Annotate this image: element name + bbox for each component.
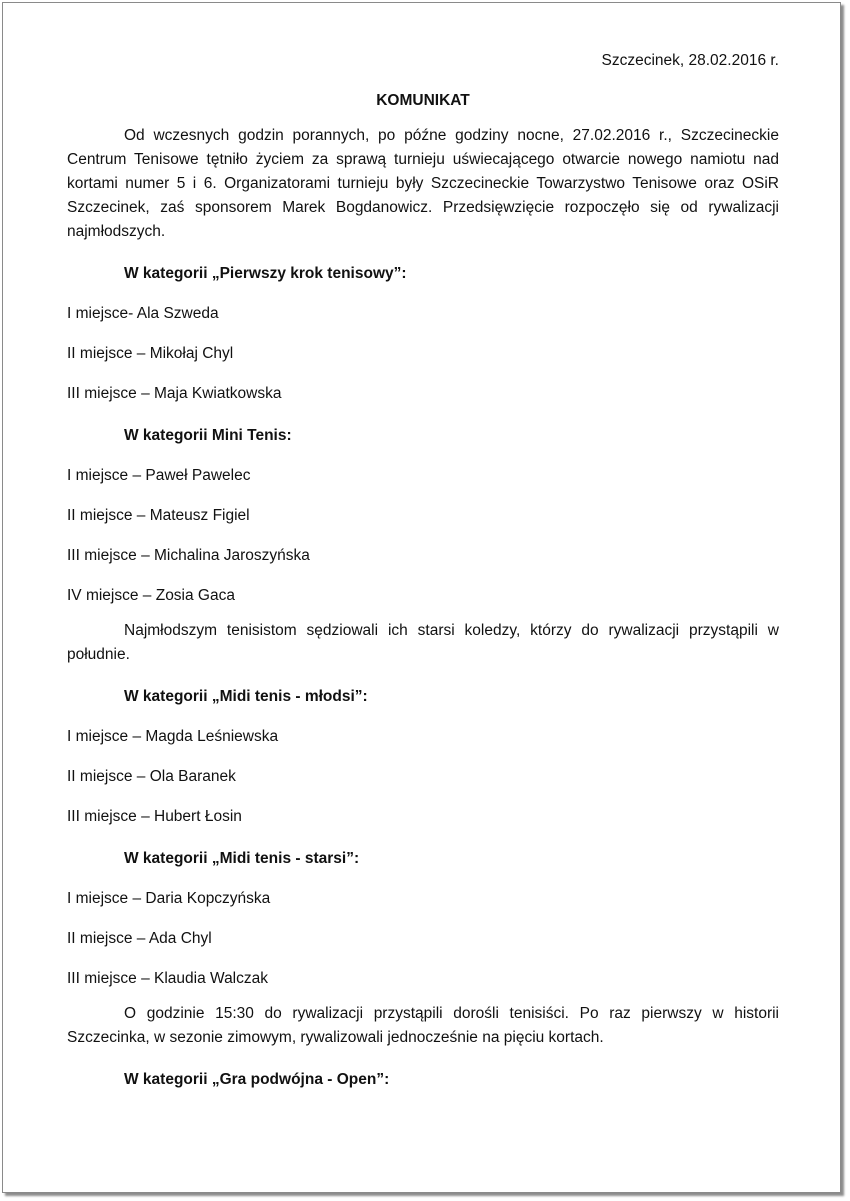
result-line: III miejsce – Hubert Łosin [67, 808, 242, 825]
result-line: III miejsce – Michalina Jaroszyńska [67, 547, 310, 564]
document-content [67, 49, 779, 1092]
result-line: II miejsce – Ada Chyl [67, 930, 212, 947]
adults-paragraph: O godzinie 15:30 do rywalizacji przystąpili dorośli tenisiści. Po raz pierwszy w historii Szczecinka, w sezonie zimowym, rywalizowali jednocześnie na pięciu kortach. [67, 1005, 779, 1046]
result-line: III miejsce – Klaudia Walczak [67, 970, 269, 987]
category-heading-midi-younger: W kategorii „Midi tenis - młodsi”: [124, 688, 368, 705]
category-heading-mini-tenis: W kategorii Mini Tenis: [124, 427, 292, 444]
document-page [2, 2, 841, 1193]
category-heading-doubles-open: W kategorii „Gra podwójna - Open”: [124, 1071, 390, 1088]
document-date: Szczecinek, 28.02.2016 r. [601, 52, 779, 69]
intro-paragraph: Od wczesnych godzin porannych, po późne godziny nocne, 27.02.2016 r., Szczecineckie Centrum Tenisowe tętniło życiem za sprawą turnieju uświecającego otwarcie nowego namiotu nad kortami numer 5 i 6. Organizatorami turnieju były Szczecineckie Towarzystwo Tenisowe oraz OSiR Szczecinek, zaś sponsorem Marek Bogdanowicz. Przedsięwzięcie rozpoczęło się od rywalizacji najmłodszych. [67, 127, 779, 240]
result-line: IV miejsce – Zosia Gaca [67, 587, 235, 604]
result-line: II miejsce – Mateusz Figiel [67, 507, 250, 524]
result-line: I miejsce – Daria Kopczyńska [67, 890, 271, 907]
document-title: KOMUNIKAT [376, 92, 470, 109]
result-line: II miejsce – Ola Baranek [67, 768, 236, 785]
result-line: II miejsce – Mikołaj Chyl [67, 345, 234, 362]
referee-paragraph: Najmłodszym tenisistom sędziowali ich starsi koledzy, którzy do rywalizacji przystąpili w południe. [67, 622, 779, 663]
result-line: I miejsce- Ala Szweda [67, 305, 219, 322]
result-line: I miejsce – Magda Leśniewska [67, 728, 279, 745]
result-line: I miejsce – Paweł Pawelec [67, 467, 251, 484]
category-heading-first-step: W kategorii „Pierwszy krok tenisowy”: [124, 265, 407, 282]
result-line: III miejsce – Maja Kwiatkowska [67, 385, 282, 402]
category-heading-midi-older: W kategorii „Midi tenis - starsi”: [124, 850, 360, 867]
